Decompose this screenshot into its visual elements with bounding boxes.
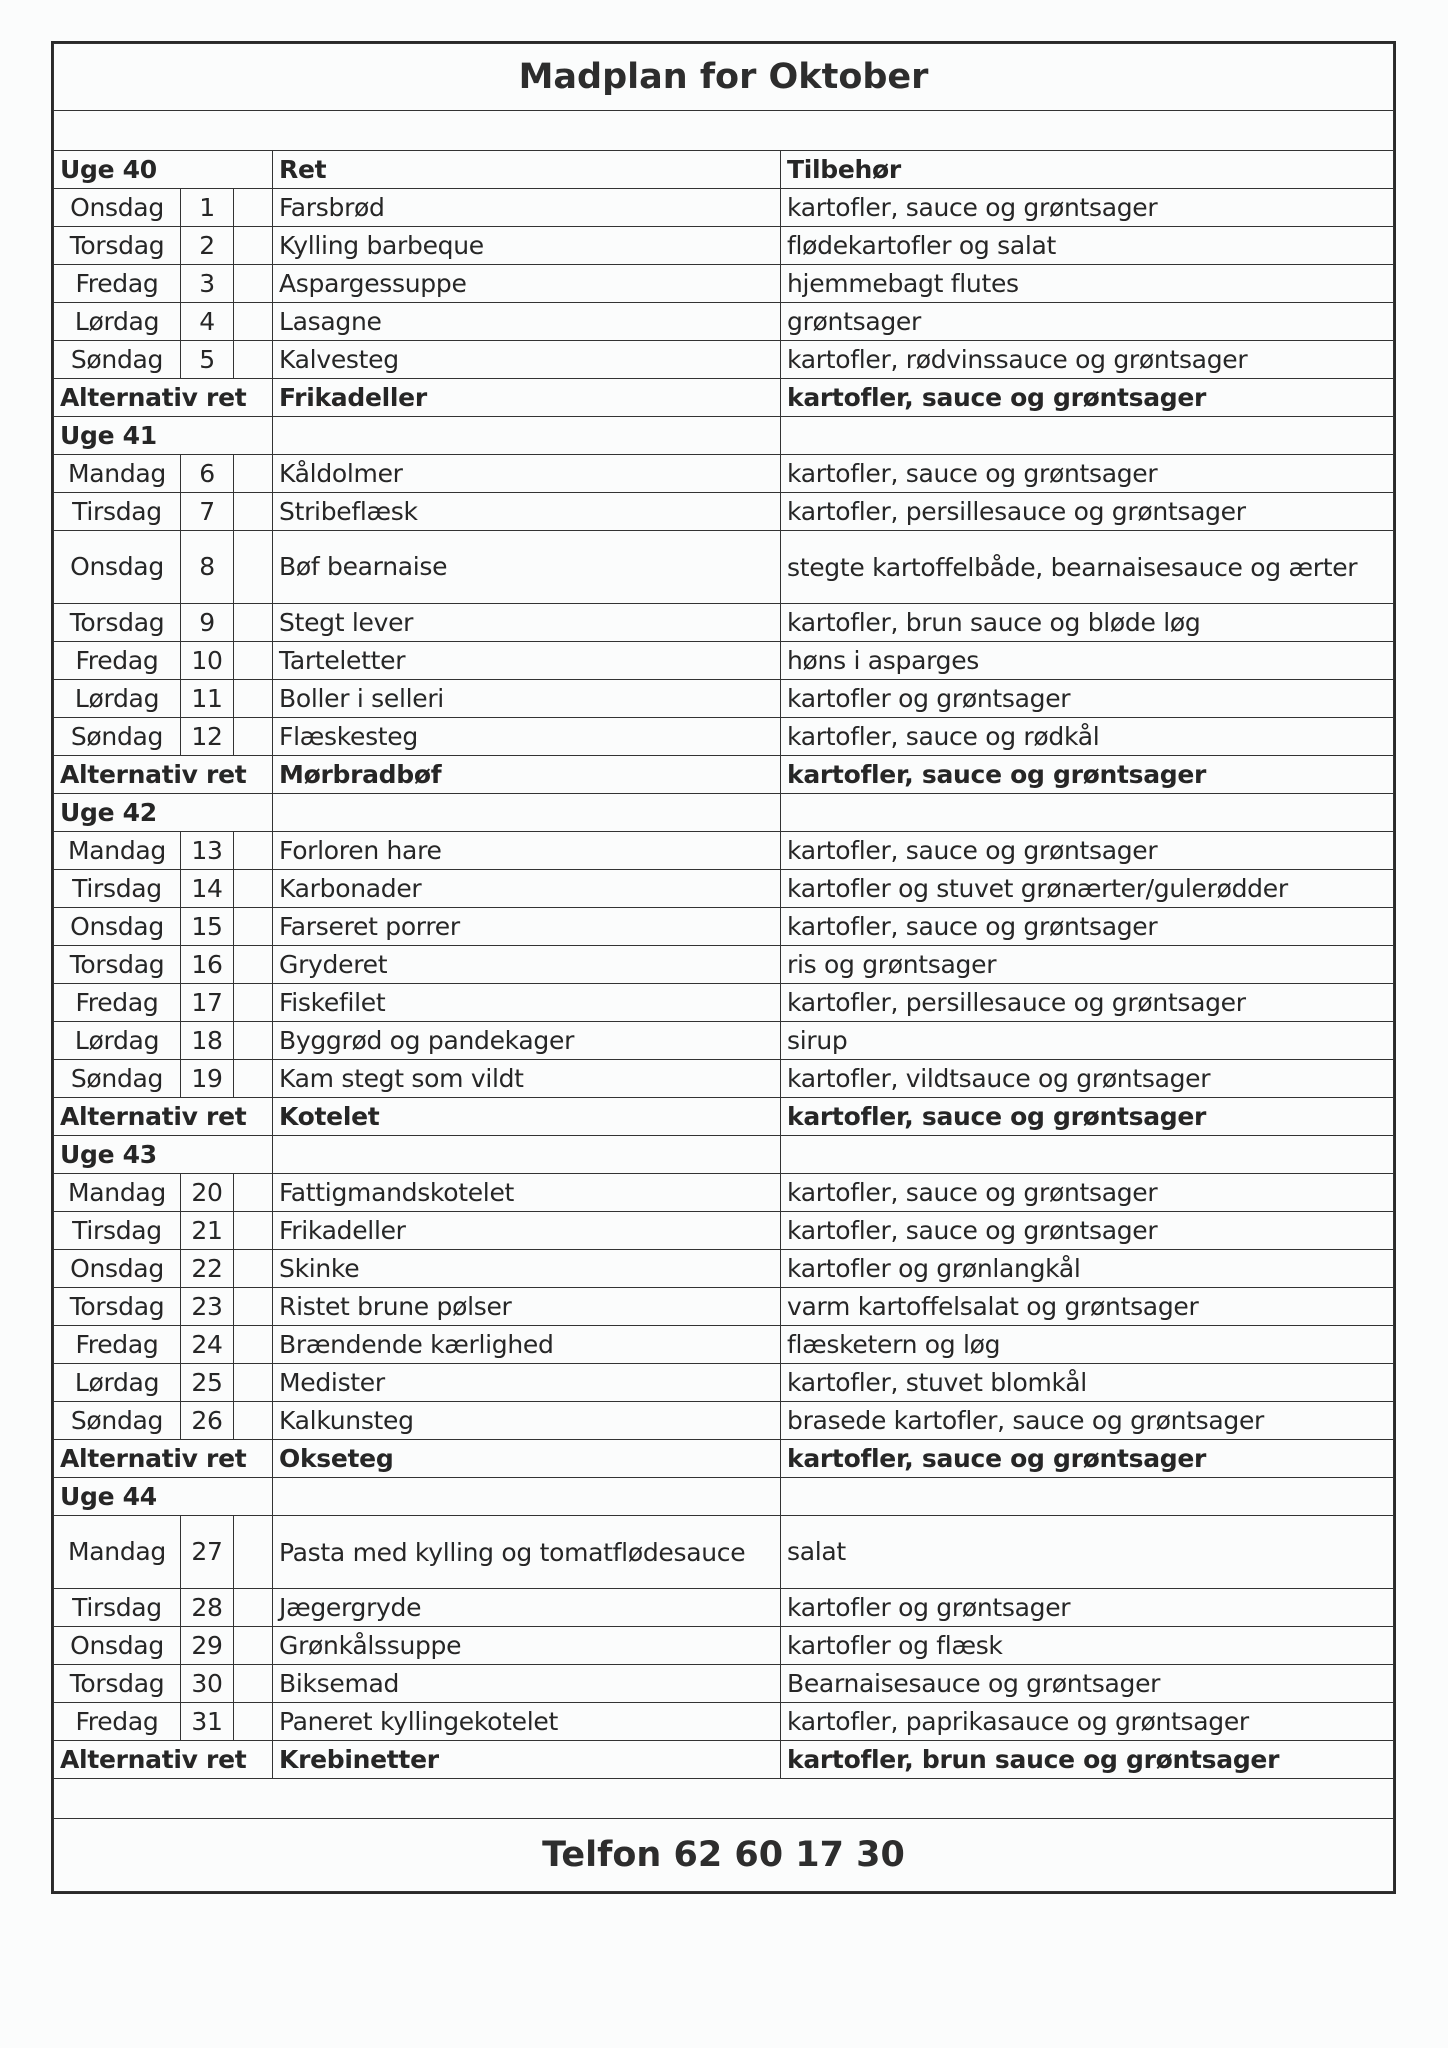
dish: Kalkunsteg	[273, 1402, 781, 1440]
side-dish: kartofler, sauce og grøntsager	[781, 832, 1394, 870]
date: 5	[181, 341, 234, 379]
day-row	[54, 1060, 1394, 1098]
side-dish: grøntsager	[781, 303, 1394, 341]
blank-cell	[781, 794, 1394, 832]
weekday: Onsdag	[54, 1627, 181, 1665]
blank-cell	[273, 1136, 781, 1174]
title-row	[54, 44, 1394, 111]
blank-cell	[273, 794, 781, 832]
weekday: Mandag	[54, 832, 181, 870]
day-row	[54, 189, 1394, 227]
weekday: Mandag	[54, 1516, 181, 1589]
day-row	[54, 984, 1394, 1022]
dish: Gryderet	[273, 946, 781, 984]
weekday: Onsdag	[54, 1250, 181, 1288]
blank-cell	[273, 1478, 781, 1516]
day-row	[54, 1022, 1394, 1060]
day-row	[54, 718, 1394, 756]
date: 15	[181, 908, 234, 946]
day-row	[54, 1627, 1394, 1665]
side-dish: kartofler, stuvet blomkål	[781, 1364, 1394, 1402]
alternative-dish: Okseteg	[273, 1440, 781, 1478]
dish: Karbonader	[273, 870, 781, 908]
date: 21	[181, 1212, 234, 1250]
dish: Pasta med kylling og tomatflødesauce	[273, 1516, 781, 1589]
blank-cell	[234, 680, 273, 718]
weekday: Lørdag	[54, 1364, 181, 1402]
blank-cell	[234, 1288, 273, 1326]
alternative-dish: Krebinetter	[273, 1741, 781, 1779]
side-dish: kartofler og grøntsager	[781, 1589, 1394, 1627]
day-row	[54, 493, 1394, 531]
side-dish: brasede kartofler, sauce og grøntsager	[781, 1402, 1394, 1440]
dish: Farseret porrer	[273, 908, 781, 946]
date: 1	[181, 189, 234, 227]
dish: Fiskefilet	[273, 984, 781, 1022]
week-label: Uge 42	[54, 794, 273, 832]
alternative-row	[54, 756, 1394, 794]
alternative-row	[54, 379, 1394, 417]
side-dish: flæsketern og løg	[781, 1326, 1394, 1364]
side-dish: kartofler og grøntsager	[781, 680, 1394, 718]
blank-cell	[234, 984, 273, 1022]
alternative-side-dish: kartofler, brun sauce og grøntsager	[781, 1741, 1394, 1779]
weekday: Fredag	[54, 265, 181, 303]
week-label: Uge 44	[54, 1478, 273, 1516]
date: 14	[181, 870, 234, 908]
week-label: Uge 41	[54, 417, 273, 455]
dish: Kylling barbeque	[273, 227, 781, 265]
blank-cell	[234, 1589, 273, 1627]
dish: Paneret kyllingekotelet	[273, 1703, 781, 1741]
date: 25	[181, 1364, 234, 1402]
weekday: Tirsdag	[54, 870, 181, 908]
date: 31	[181, 1703, 234, 1741]
weekday: Søndag	[54, 1402, 181, 1440]
alternative-row	[54, 1098, 1394, 1136]
weekday: Tirsdag	[54, 1589, 181, 1627]
side-dish: sirup	[781, 1022, 1394, 1060]
week-header-row	[54, 794, 1394, 832]
day-row	[54, 946, 1394, 984]
weekday: Onsdag	[54, 189, 181, 227]
date: 20	[181, 1174, 234, 1212]
alternative-label: Alternativ ret	[54, 756, 273, 794]
blank-cell	[54, 111, 1394, 151]
date: 23	[181, 1288, 234, 1326]
dish: Tarteletter	[273, 642, 781, 680]
blank-cell	[234, 1402, 273, 1440]
date: 9	[181, 604, 234, 642]
day-row	[54, 642, 1394, 680]
alternative-side-dish: kartofler, sauce og grøntsager	[781, 379, 1394, 417]
alternative-label: Alternativ ret	[54, 1098, 273, 1136]
dish: Fattigmandskotelet	[273, 1174, 781, 1212]
footer-row	[54, 1819, 1394, 1892]
blank-cell	[234, 455, 273, 493]
blank-cell	[234, 1364, 273, 1402]
side-dish: kartofler, vildtsauce og grøntsager	[781, 1060, 1394, 1098]
alternative-side-dish: kartofler, sauce og grøntsager	[781, 756, 1394, 794]
weekday: Lørdag	[54, 303, 181, 341]
side-dish: kartofler, sauce og rødkål	[781, 718, 1394, 756]
dish: Skinke	[273, 1250, 781, 1288]
date: 11	[181, 680, 234, 718]
day-row	[54, 1516, 1394, 1589]
blank-cell	[234, 604, 273, 642]
side-dish: hjemmebagt flutes	[781, 265, 1394, 303]
day-row	[54, 1174, 1394, 1212]
dish: Forloren hare	[273, 832, 781, 870]
weekday: Tirsdag	[54, 1212, 181, 1250]
dish: Kam stegt som vildt	[273, 1060, 781, 1098]
weekday: Torsdag	[54, 946, 181, 984]
blank-cell	[234, 1326, 273, 1364]
alternative-side-dish: kartofler, sauce og grøntsager	[781, 1098, 1394, 1136]
day-row	[54, 870, 1394, 908]
date: 7	[181, 493, 234, 531]
date: 13	[181, 832, 234, 870]
blank-cell	[54, 1779, 1394, 1819]
date: 28	[181, 1589, 234, 1627]
weekday: Tirsdag	[54, 493, 181, 531]
weekday: Søndag	[54, 341, 181, 379]
weekday: Fredag	[54, 1326, 181, 1364]
date: 22	[181, 1250, 234, 1288]
blank-cell	[781, 417, 1394, 455]
spacer-row	[54, 111, 1394, 151]
weekday: Onsdag	[54, 531, 181, 604]
blank-cell	[234, 1250, 273, 1288]
weekday: Mandag	[54, 455, 181, 493]
day-row	[54, 680, 1394, 718]
dish: Frikadeller	[273, 1212, 781, 1250]
dish: Medister	[273, 1364, 781, 1402]
blank-cell	[234, 1703, 273, 1741]
day-row	[54, 832, 1394, 870]
side-dish: kartofler og flæsk	[781, 1627, 1394, 1665]
alternative-row	[54, 1440, 1394, 1478]
blank-cell	[234, 1174, 273, 1212]
dish: Jægergryde	[273, 1589, 781, 1627]
side-dish: kartofler, persillesauce og grøntsager	[781, 493, 1394, 531]
blank-cell	[781, 1136, 1394, 1174]
blank-cell	[781, 1478, 1394, 1516]
side-dish: kartofler og grønlangkål	[781, 1250, 1394, 1288]
dish: Aspargessuppe	[273, 265, 781, 303]
blank-cell	[234, 718, 273, 756]
date: 27	[181, 1516, 234, 1589]
blank-cell	[234, 908, 273, 946]
date: 18	[181, 1022, 234, 1060]
dish: Kåldolmer	[273, 455, 781, 493]
week-label: Uge 43	[54, 1136, 273, 1174]
day-row	[54, 1402, 1394, 1440]
date: 19	[181, 1060, 234, 1098]
dish: Ristet brune pølser	[273, 1288, 781, 1326]
dish: Flæskesteg	[273, 718, 781, 756]
alternative-dish: Mørbradbøf	[273, 756, 781, 794]
date: 8	[181, 531, 234, 604]
week-header-row	[54, 1136, 1394, 1174]
side-dish: salat	[781, 1516, 1394, 1589]
weekday: Søndag	[54, 1060, 181, 1098]
date: 2	[181, 227, 234, 265]
weekday: Onsdag	[54, 908, 181, 946]
blank-cell	[234, 303, 273, 341]
blank-cell	[234, 341, 273, 379]
day-row	[54, 303, 1394, 341]
week-header-row	[54, 417, 1394, 455]
meal-plan-sheet	[51, 41, 1396, 1894]
side-dish: kartofler, persillesauce og grøntsager	[781, 984, 1394, 1022]
side-dish: kartofler, sauce og grøntsager	[781, 455, 1394, 493]
weekday: Torsdag	[54, 1288, 181, 1326]
day-row	[54, 1212, 1394, 1250]
blank-cell	[234, 265, 273, 303]
weekday: Fredag	[54, 1703, 181, 1741]
side-dish: varm kartoffelsalat og grøntsager	[781, 1288, 1394, 1326]
week-header-row	[54, 151, 1394, 189]
alternative-dish: Frikadeller	[273, 379, 781, 417]
blank-cell	[234, 493, 273, 531]
side-dish: stegte kartoffelbåde, bearnaisesauce og ærter	[781, 531, 1394, 604]
dish: Brændende kærlighed	[273, 1326, 781, 1364]
side-dish: kartofler, sauce og grøntsager	[781, 1174, 1394, 1212]
dish: Bøf bearnaise	[273, 531, 781, 604]
dish: Stegt lever	[273, 604, 781, 642]
weekday: Torsdag	[54, 227, 181, 265]
weekday: Lørdag	[54, 680, 181, 718]
date: 12	[181, 718, 234, 756]
day-row	[54, 1589, 1394, 1627]
column-header-tilbehor: Tilbehør	[781, 151, 1394, 189]
blank-cell	[234, 642, 273, 680]
day-row	[54, 908, 1394, 946]
date: 26	[181, 1402, 234, 1440]
blank-cell	[234, 227, 273, 265]
weekday: Søndag	[54, 718, 181, 756]
day-row	[54, 1364, 1394, 1402]
dish: Grønkålssuppe	[273, 1627, 781, 1665]
alternative-label: Alternativ ret	[54, 379, 273, 417]
side-dish: ris og grøntsager	[781, 946, 1394, 984]
blank-cell	[234, 1022, 273, 1060]
day-row	[54, 227, 1394, 265]
side-dish: kartofler, sauce og grøntsager	[781, 189, 1394, 227]
column-header-ret: Ret	[273, 151, 781, 189]
day-row	[54, 531, 1394, 604]
alternative-row	[54, 1741, 1394, 1779]
blank-cell	[234, 870, 273, 908]
side-dish: kartofler, sauce og grøntsager	[781, 908, 1394, 946]
weekday: Mandag	[54, 1174, 181, 1212]
alternative-label: Alternativ ret	[54, 1741, 273, 1779]
day-row	[54, 604, 1394, 642]
date: 29	[181, 1627, 234, 1665]
day-row	[54, 1250, 1394, 1288]
side-dish: flødekartofler og salat	[781, 227, 1394, 265]
weekday: Fredag	[54, 642, 181, 680]
day-row	[54, 455, 1394, 493]
side-dish: Bearnaisesauce og grøntsager	[781, 1665, 1394, 1703]
blank-cell	[234, 189, 273, 227]
blank-cell	[234, 531, 273, 604]
dish: Byggrød og pandekager	[273, 1022, 781, 1060]
week-label: Uge 40	[54, 151, 273, 189]
date: 10	[181, 642, 234, 680]
date: 4	[181, 303, 234, 341]
blank-cell	[234, 1516, 273, 1589]
date: 6	[181, 455, 234, 493]
date: 17	[181, 984, 234, 1022]
day-row	[54, 341, 1394, 379]
week-header-row	[54, 1478, 1394, 1516]
blank-cell	[234, 1060, 273, 1098]
date: 24	[181, 1326, 234, 1364]
side-dish: kartofler, brun sauce og bløde løg	[781, 604, 1394, 642]
day-row	[54, 1665, 1394, 1703]
weekday: Torsdag	[54, 604, 181, 642]
side-dish: kartofler, sauce og grøntsager	[781, 1212, 1394, 1250]
weekday: Lørdag	[54, 1022, 181, 1060]
dish: Biksemad	[273, 1665, 781, 1703]
meal-plan-table	[53, 43, 1394, 1892]
dish: Boller i selleri	[273, 680, 781, 718]
weekday: Torsdag	[54, 1665, 181, 1703]
phone-number: Telfon 62 60 17 30	[54, 1819, 1394, 1892]
blank-cell	[234, 1627, 273, 1665]
blank-cell	[234, 946, 273, 984]
dish: Lasagne	[273, 303, 781, 341]
dish: Kalvesteg	[273, 341, 781, 379]
date: 30	[181, 1665, 234, 1703]
day-row	[54, 1326, 1394, 1364]
date: 3	[181, 265, 234, 303]
side-dish: kartofler og stuvet grønærter/gulerødder	[781, 870, 1394, 908]
day-row	[54, 265, 1394, 303]
alternative-dish: Kotelet	[273, 1098, 781, 1136]
day-row	[54, 1703, 1394, 1741]
side-dish: høns i asparges	[781, 642, 1394, 680]
dish: Stribeflæsk	[273, 493, 781, 531]
blank-cell	[273, 417, 781, 455]
spacer-row	[54, 1779, 1394, 1819]
blank-cell	[234, 1665, 273, 1703]
blank-cell	[234, 1212, 273, 1250]
side-dish: kartofler, paprikasauce og grøntsager	[781, 1703, 1394, 1741]
weekday: Fredag	[54, 984, 181, 1022]
blank-cell	[234, 832, 273, 870]
alternative-side-dish: kartofler, sauce og grøntsager	[781, 1440, 1394, 1478]
date: 16	[181, 946, 234, 984]
page-title: Madplan for Oktober	[54, 44, 1394, 111]
side-dish: kartofler, rødvinssauce og grøntsager	[781, 341, 1394, 379]
alternative-label: Alternativ ret	[54, 1440, 273, 1478]
day-row	[54, 1288, 1394, 1326]
dish: Farsbrød	[273, 189, 781, 227]
